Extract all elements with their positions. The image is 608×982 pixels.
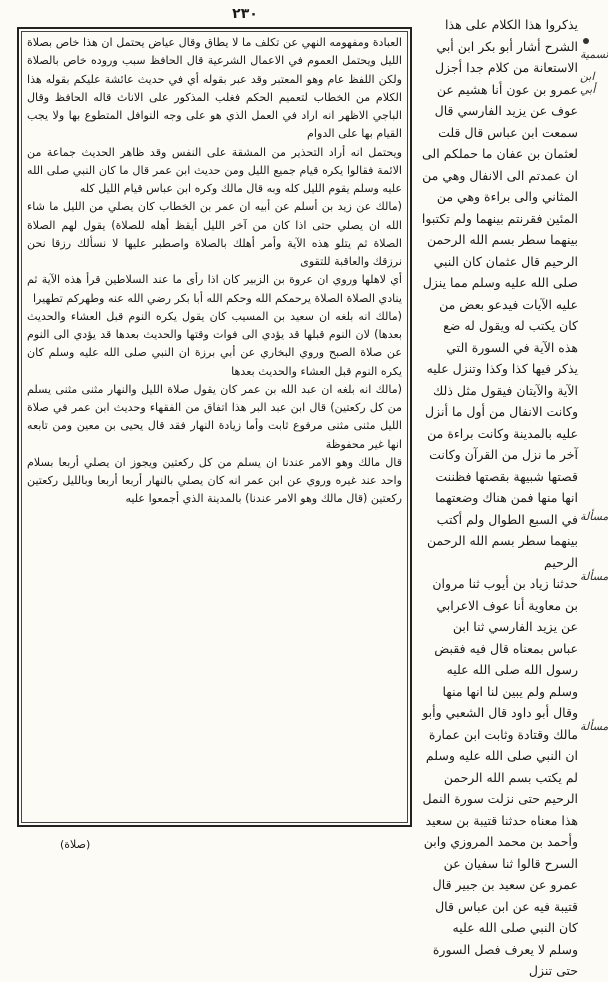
margin-paragraph: حدثنا زياد بن أيوب ثنا مروان بن معاوية أنا عوف الاعرابي عن يزيد الفارسي ثنا ابن عباس بمعناه قال فيه فقبض رسول الله صلى الله عليه وسلم ولم يبين لنا انها منها وقال أبو داود قال الشعبي وأبو مالك وقتادة وثابت ابن عمارة ان النبي صلى الله عليه وسلم لم يكتب بسم الله الرحمن الرحيم حتى نزلت سورة النمل هذا معناه حدثنا قتيبة بن سعيد وأحمد بن محمد المروزي وابن السرح قالوا ثنا سفيان عن عمرو عن سعيد بن جبير قال قتيبة فيه عن ابن عباس قال كان النبي صلى الله عليه وسلم لا يعرف فصل السورة حتى تنزل	[422, 576, 578, 978]
margin-hadith-column	[420, 14, 578, 978]
handwritten-margin-note: ابن أبي	[580, 70, 596, 96]
margin-paragraph: يذكروا هذا الكلام على هذا الشرح أشار أبو بكر ابن أبي الاستعانة من كلام جدا أجزل عمرو بن عون أنا هشيم عن عوف عن يزيد الفارسي قال سمعت ابن عباس قال قلت لعثمان بن عفان ما حملكم الى ان عمدتم الى الانفال وهي من المثاني والى براءة وهي من المئين فقرنتم بينهما ولم تكتبوا بينهما سطر بسم الله الرحمن الرحيم قال عثمان كان النبي صلى الله عليه وسلم مما ينزل عليه الآيات فيدعو بعض من كان يكتب له ويقول له ضع هذه الآية في السورة التي يذكر فيها كذا وكذا وتنزل عليه الآية والآيتان فيقول مثل ذلك وكانت الانفال من أول ما أنزل عليه بالمدينة وكانت براءة من آخر ما نزل من القرآن وكانت قصتها شبيهة بقصتها فظننت انها منها فمن هناك وضعتهما في السبع الطوال ولم أكتب بينهما سطر بسم الله الرحمن الرحيم	[421, 17, 578, 570]
page-number: ٢٣٠	[232, 6, 258, 22]
handwritten-margin-note: مسألة	[580, 510, 608, 523]
handwritten-margin-note: مسألة	[580, 570, 608, 583]
main-paragraph: قال مالك وهو الامر عندنا ان يسلم من كل ركعتين ويجوز ان يصلي أربعا بسلام واحد عند غيره وروي عن ابن عمر انه كان يصلي بالنهار أربعا أربعا وبالليل ركعتين ركعتين (قال مالك وهو الامر عندنا) بالمدينة الذي أجمعوا عليه	[27, 455, 402, 506]
footer-catchword: (صلاة)	[60, 838, 91, 851]
main-commentary-frame	[17, 27, 412, 827]
main-paragraph: (مالك انه بلغه ان عبد الله بن عمر كان يقول صلاة الليل والنهار مثنى مثنى يسلم من كل ركعتين) قال ابن عبد البر هذا اتفاق من الفقهاء وحديث ابن عمر في صلاة الليل مثنى مثنى مرفوع ثابت وأما زيادة النهار فقد قال يحيى بن معين ومن تابعه انها غير محفوظة	[27, 382, 402, 451]
main-paragraph: ويحتمل انه أراد التحذير من المشقة على النفس وقد ظاهر الحديث جماعة من الائمة فقالوا يكره قيام جميع الليل ومن حديث ابن عمر قال ما كان النبي صلى الله عليه وسلم يقوم الليل كله وبه قال مالك وكره ابن عباس قيام الليل كله	[27, 145, 402, 195]
main-paragraph: (مالك انه بلغه ان سعيد بن المسيب كان يقول يكره النوم قبل العشاء والحديث بعدها) لان النوم قبلها قد يؤدي الى فوات وقتها والحديث بعدها قد يؤدي الى النوم عن صلاة الصبح وروي البخاري عن أبي برزة ان النبي صلى الله عليه وسلم كان يكره النوم قبل العشاء والحديث بعدها	[27, 309, 402, 378]
main-paragraph: العبادة ومفهومه النهي عن تكلف ما لا يطاق وقال عياض يحتمل ان هذا خاص بصلاة الليل ويحتمل العموم في الاعمال الشرعية قال الحافظ سبب وروده خاص بالصلاة ولكن اللفظ عام وهو المعتبر وقد عبر بقوله أي في حديث عائشة عليكم بقوله هذا الكلام من الخطاب لتعميم الحكم فغلب المذكور على الاناث قاله الحافظ وقال الباجي الاظهر انه اراد في العمل الذي هو على وجه النوافل المتطوع بها ولا يجب القيام بها على الدوام	[27, 36, 402, 141]
handwritten-margin-note: تسمية	[580, 48, 608, 61]
main-commentary-text	[19, 29, 410, 509]
handwritten-margin-note: مسألة	[580, 720, 608, 733]
main-paragraph: (مالك عن زيد بن أسلم عن أبيه ان عمر بن الخطاب كان يصلي من الليل ما شاء الله ان يصلي حتى اذا كان من آخر الليل أيقظ أهله للصلاة) يقول لهم الصلاة الصلاة ثم يتلو هذه الآية وأمر أهلك بالصلاة واصطبر عليها لا نسألك رزقا نحن نرزقك والعاقبة للتقوى	[27, 200, 402, 268]
margin-mark-dot	[583, 38, 589, 44]
main-paragraph: أي لاهلها وروي ان عروة بن الزبير كان اذا رأى ما عند السلاطين قرأ هذه الآية ثم ينادي الصلاة الصلاة يرحمكم الله وحكم الله أبا بكر رضي الله عنه وطهركم تطهيرا	[27, 273, 402, 305]
